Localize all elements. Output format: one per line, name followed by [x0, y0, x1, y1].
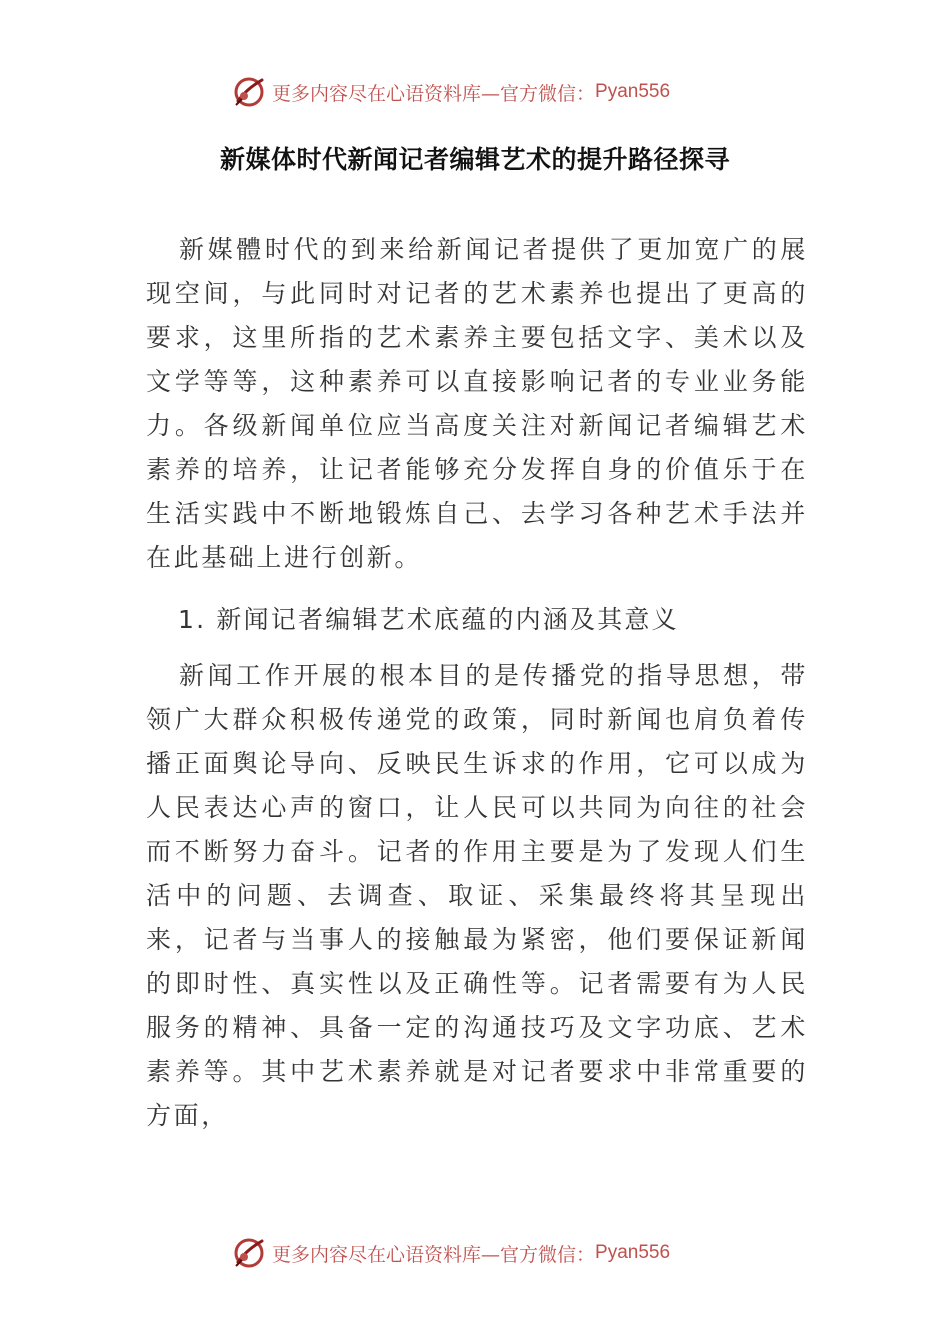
- document-title: 新媒体时代新闻记者编辑艺术的提升路径探寻: [219, 145, 730, 174]
- ink-brush-logo-icon: [232, 1236, 266, 1270]
- header-banner-text: 更多内容尽在心语资料库—官方微信：: [272, 82, 596, 105]
- section-1-heading: 1. 新闻记者编辑艺术底蕴的内涵及其意义: [178, 605, 679, 634]
- footer-banner-wechat-id: Pyan556: [595, 1242, 671, 1263]
- header-banner: [232, 74, 732, 110]
- footer-banner: [232, 1235, 732, 1271]
- header-banner-wechat-id: Pyan556: [595, 81, 671, 102]
- paragraph-2: 新闻工作开展的根本目的是传播党的指导思想，带领广大群众积极传递党的政策，同时新闻也肩负着传播正面舆论导向、反映民生诉求的作用，它可以成为人民表达心声的窗口，让人民可以共同为向往的社会而不断努力奋斗。记者的作用主要是为了发现人们生活中的问题、去调查、取证、采集最终将其呈现出来，记者与当事人的接触最为紧密，他们要保证新闻的即时性、真实性以及正确性等。记者需要有为人民服务的精神、具备一定的沟通技巧及文字功底、艺术素养等。其中艺术素养就是对记者要求中非常重要的方面，: [146, 661, 808, 1130]
- paragraph-1: 新媒體时代的到来给新闻记者提供了更加宽广的展现空间，与此同时对记者的艺术素养也提出了更高的要求，这里所指的艺术素养主要包括文字、美术以及文学等等，这种素养可以直接影响记者的专业业务能力。各级新闻单位应当高度关注对新闻记者编辑艺术素养的培养，让记者能够充分发挥自身的价值乐于在生活实践中不断地锻炼自己、去学习各种艺术手法并在此基础上进行创新。: [146, 235, 808, 572]
- ink-brush-logo-icon: [232, 75, 266, 109]
- footer-banner-text: 更多内容尽在心语资料库—官方微信：: [272, 1243, 596, 1266]
